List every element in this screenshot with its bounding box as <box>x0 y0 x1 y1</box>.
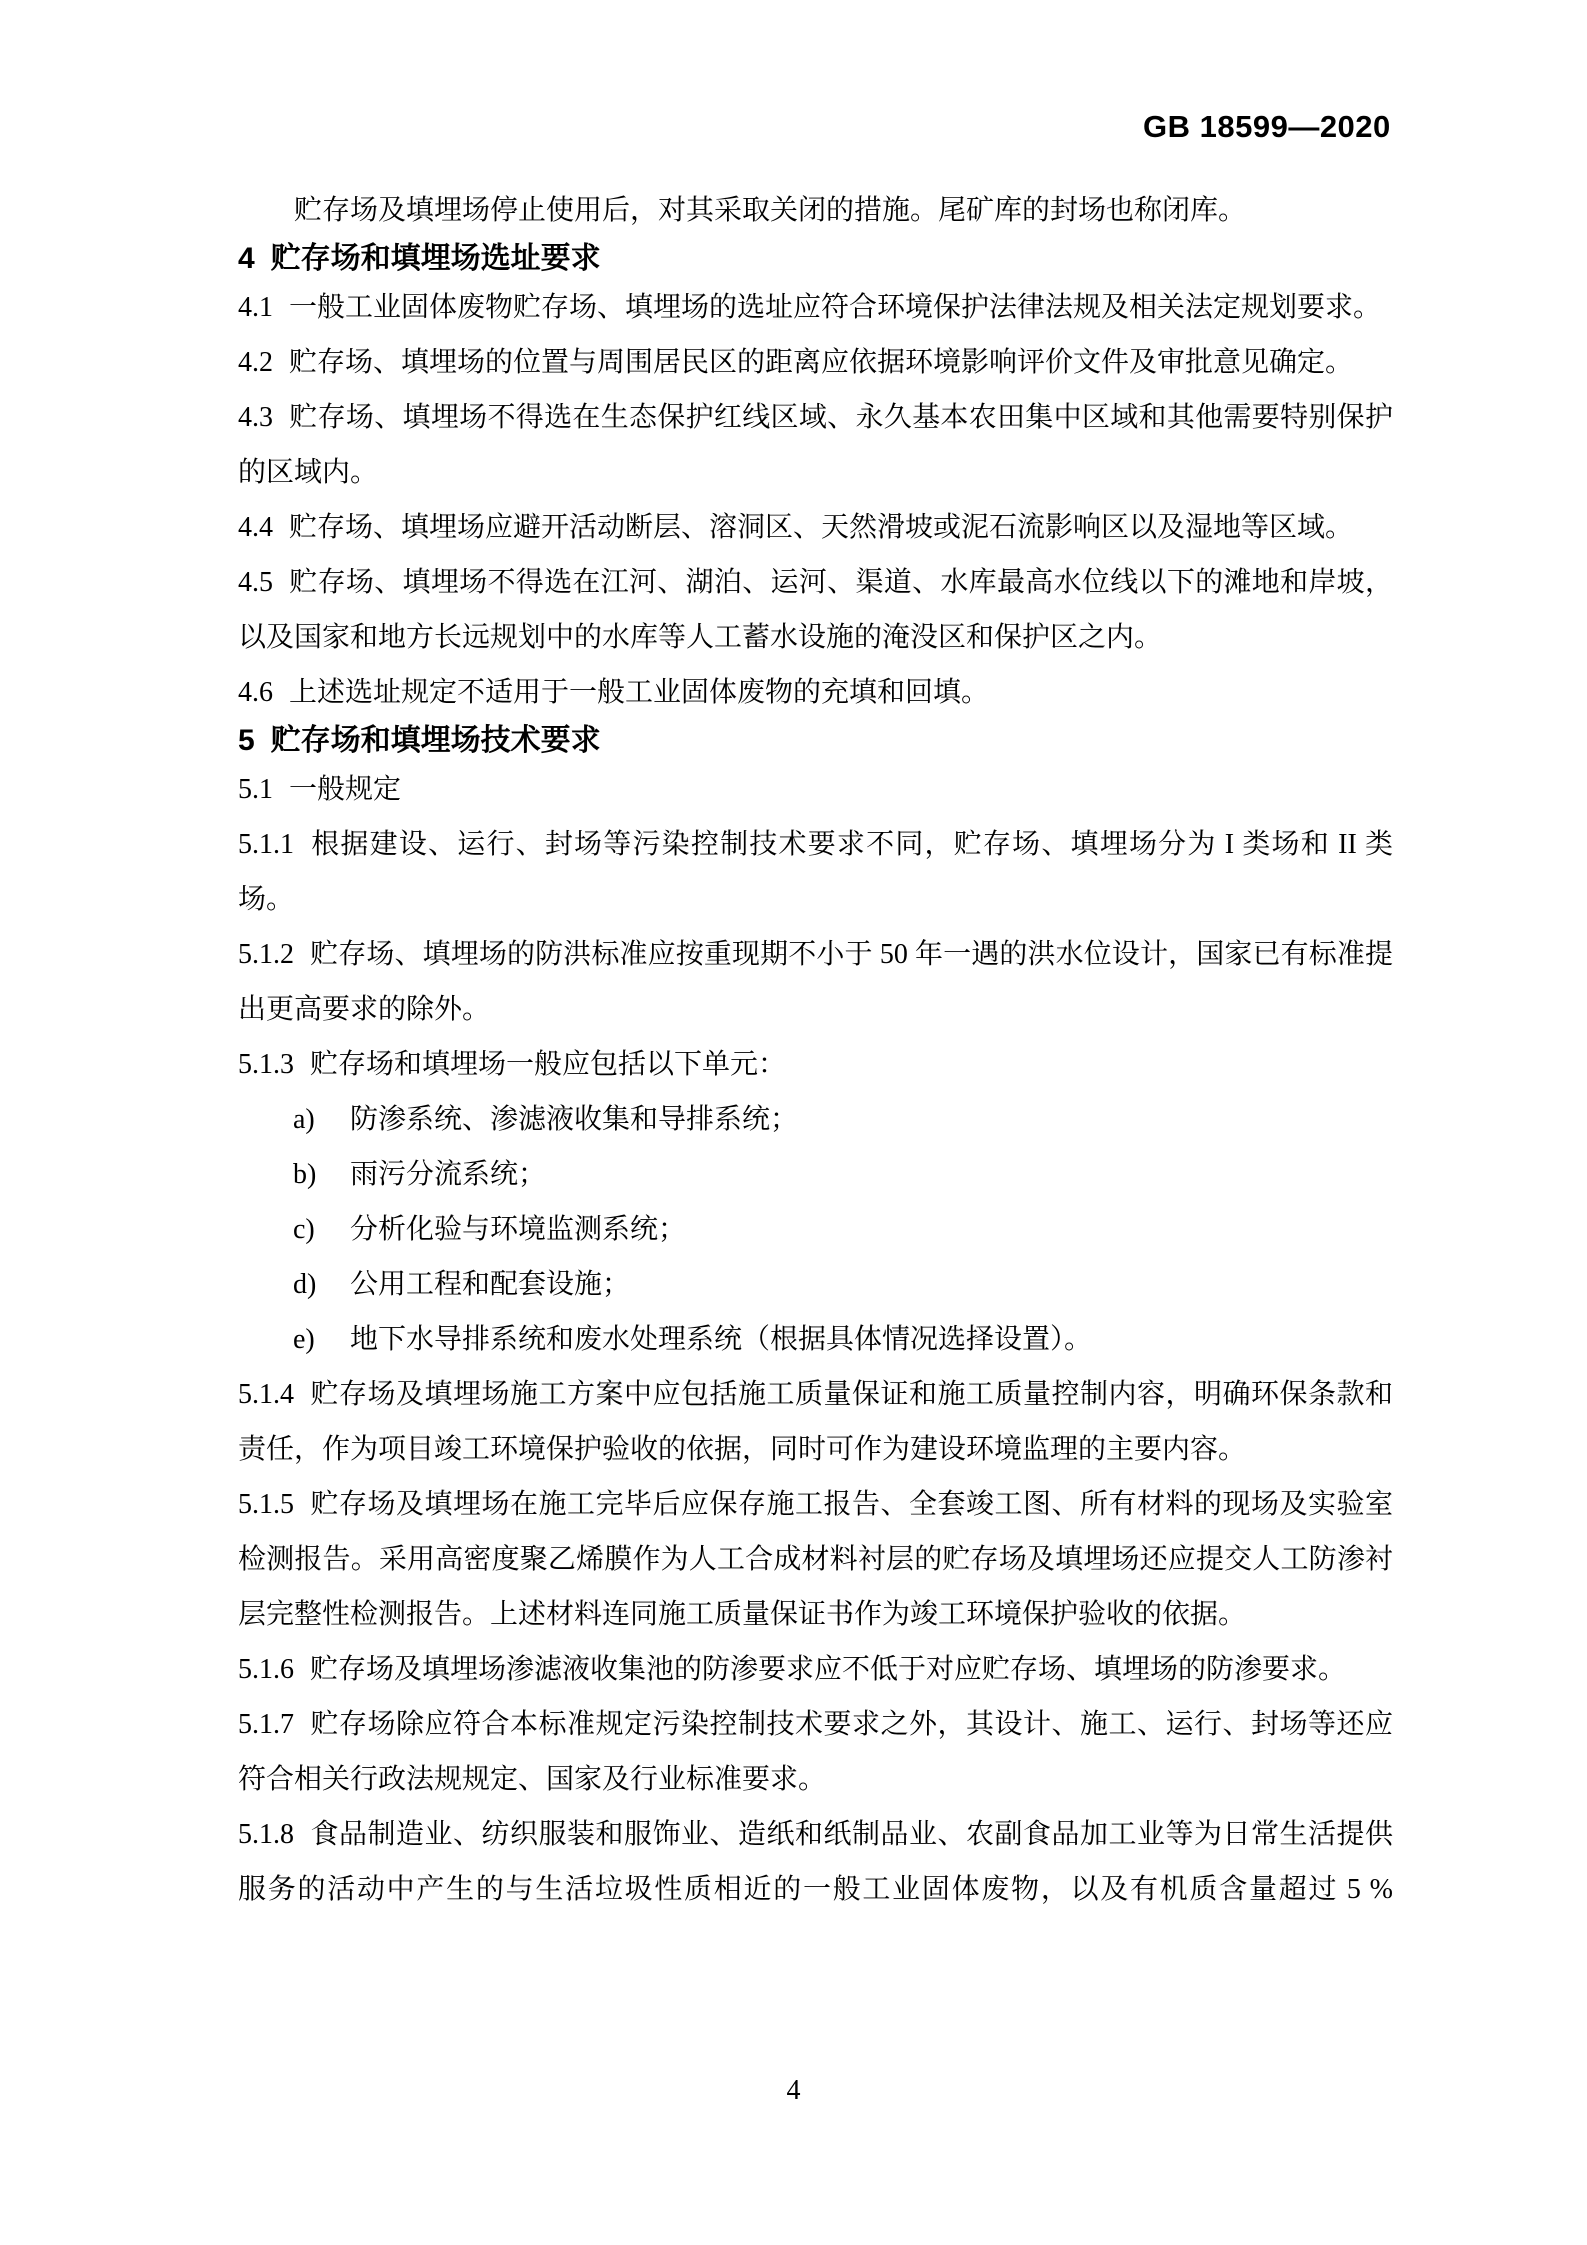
clause-number: 5.1.7 <box>238 1709 294 1740</box>
clause-text: 贮存场除应符合本标准规定污染控制技术要求之外，其设计、施工、运行、封场等还应符合相关行政法规规定、国家及行业标准要求。 <box>238 1709 1393 1795</box>
clause-4-4 <box>238 500 1393 555</box>
page-number: 4 <box>786 2075 801 2106</box>
clause-text: 贮存场及填埋场施工方案中应包括施工质量保证和施工质量控制内容，明确环保条款和责任，作为项目竣工环境保护验收的依据，同时可作为建设环境监理的主要内容。 <box>238 1379 1393 1465</box>
standard-code: GB 18599—2020 <box>1143 109 1391 144</box>
clause-4-6 <box>238 665 1393 720</box>
clause-text: 贮存场、填埋场不得选在生态保护红线区域、永久基本农田集中区域和其他需要特别保护的区域内。 <box>238 402 1393 488</box>
clause-text: 贮存场、填埋场的位置与周围居民区的距离应依据环境影响评价文件及审批意见确定。 <box>289 347 1354 378</box>
clause-5-1-1 <box>238 817 1393 927</box>
section-5-heading <box>238 720 1393 762</box>
clause-number: 4.5 <box>238 567 273 598</box>
clause-text: 贮存场、填埋场的防洪标准应按重现期不小于 50 年一遇的洪水位设计，国家已有标准提出更高要求的除外。 <box>238 939 1393 1025</box>
clause-number: 5.1.4 <box>238 1379 294 1410</box>
clause-5-1-8 <box>238 1807 1393 1917</box>
section-4-number: 4 <box>238 242 255 275</box>
clause-text: 根据建设、运行、封场等污染控制技术要求不同，贮存场、填埋场分为 I 类场和 II 类场。 <box>238 829 1393 915</box>
clause-text: 一般规定 <box>289 774 402 805</box>
clause-text: 贮存场和填埋场一般应包括以下单元： <box>310 1049 787 1080</box>
clause-number: 5.1 <box>238 774 273 805</box>
clause-4-2 <box>238 335 1393 390</box>
clause-5-1-7 <box>238 1697 1393 1807</box>
list-item-e <box>293 1312 1393 1367</box>
section-4-heading <box>238 238 1393 280</box>
list-marker: c) <box>293 1214 315 1245</box>
list-item-text: 公用工程和配套设施； <box>350 1269 631 1300</box>
clause-text: 贮存场、填埋场不得选在江河、湖泊、运河、渠道、水库最高水位线以下的滩地和岸坡，以及国家和地方长远规划中的水库等人工蓄水设施的淹没区和保护区之内。 <box>238 567 1393 653</box>
clause-number: 4.1 <box>238 292 273 323</box>
clause-text: 一般工业固体废物贮存场、填埋场的选址应符合环境保护法律法规及相关法定规划要求。 <box>289 292 1382 323</box>
clause-number: 5.1.8 <box>238 1819 294 1850</box>
clause-number: 4.2 <box>238 347 273 378</box>
clause-4-1 <box>238 280 1393 335</box>
section-4-title: 贮存场和填埋场选址要求 <box>270 242 601 275</box>
clause-5-1-4 <box>238 1367 1393 1477</box>
list-marker: b) <box>293 1159 317 1190</box>
clause-number: 5.1.3 <box>238 1049 294 1080</box>
list-item-text: 地下水导排系统和废水处理系统（根据具体情况选择设置）。 <box>350 1324 1093 1355</box>
list-item-c <box>293 1202 1393 1257</box>
clause-4-5 <box>238 555 1393 665</box>
unit-list <box>238 1092 1393 1367</box>
clause-5-1-6 <box>238 1642 1393 1697</box>
clause-5-1-3 <box>238 1037 1393 1092</box>
list-marker: a) <box>293 1104 315 1135</box>
page-content <box>238 0 1393 1917</box>
clause-number: 5.1.5 <box>238 1489 294 1520</box>
clause-5-1-5 <box>238 1477 1393 1642</box>
clause-text: 贮存场、填埋场应避开活动断层、溶洞区、天然滑坡或泥石流影响区以及湿地等区域。 <box>289 512 1354 543</box>
list-item-b <box>293 1147 1393 1202</box>
list-item-text: 雨污分流系统； <box>350 1159 547 1190</box>
subsection-5-1-heading <box>238 762 1393 817</box>
list-item-text: 分析化验与环境监测系统； <box>350 1214 687 1245</box>
clause-text: 贮存场及填埋场渗滤液收集池的防渗要求应不低于对应贮存场、填埋场的防渗要求。 <box>310 1654 1347 1685</box>
clause-4-3 <box>238 390 1393 500</box>
list-item-text: 防渗系统、渗滤液收集和导排系统； <box>350 1104 799 1135</box>
list-marker: d) <box>293 1269 317 1300</box>
clause-number: 4.6 <box>238 677 273 708</box>
list-marker: e) <box>293 1324 315 1355</box>
clause-number: 5.1.1 <box>238 829 294 860</box>
clause-number: 5.1.2 <box>238 939 294 970</box>
intro-paragraph: 贮存场及填埋场停止使用后，对其采取关闭的措施。尾矿库的封场也称闭库。 <box>294 195 1247 226</box>
clause-text: 贮存场及填埋场在施工完毕后应保存施工报告、全套竣工图、所有材料的现场及实验室检测报告。采用高密度聚乙烯膜作为人工合成材料衬层的贮存场及填埋场还应提交人工防渗衬层完整性检测报告。上述材料连同施工质量保证书作为竣工环境保护验收的依据。 <box>238 1489 1393 1630</box>
clause-number: 4.4 <box>238 512 273 543</box>
section-5-title: 贮存场和填埋场技术要求 <box>270 724 601 757</box>
clause-text: 食品制造业、纺织服装和服饰业、造纸和纸制品业、农副食品加工业等为日常生活提供服务的活动中产生的与生活垃圾性质相近的一般工业固体废物，以及有机质含量超过 5 % <box>238 1819 1393 1905</box>
clause-text: 上述选址规定不适用于一般工业固体废物的充填和回填。 <box>289 677 990 708</box>
clause-number: 5.1.6 <box>238 1654 294 1685</box>
clause-number: 4.3 <box>238 402 273 433</box>
list-item-d <box>293 1257 1393 1312</box>
list-item-a <box>293 1092 1393 1147</box>
section-5-number: 5 <box>238 724 255 757</box>
clause-5-1-2 <box>238 927 1393 1037</box>
